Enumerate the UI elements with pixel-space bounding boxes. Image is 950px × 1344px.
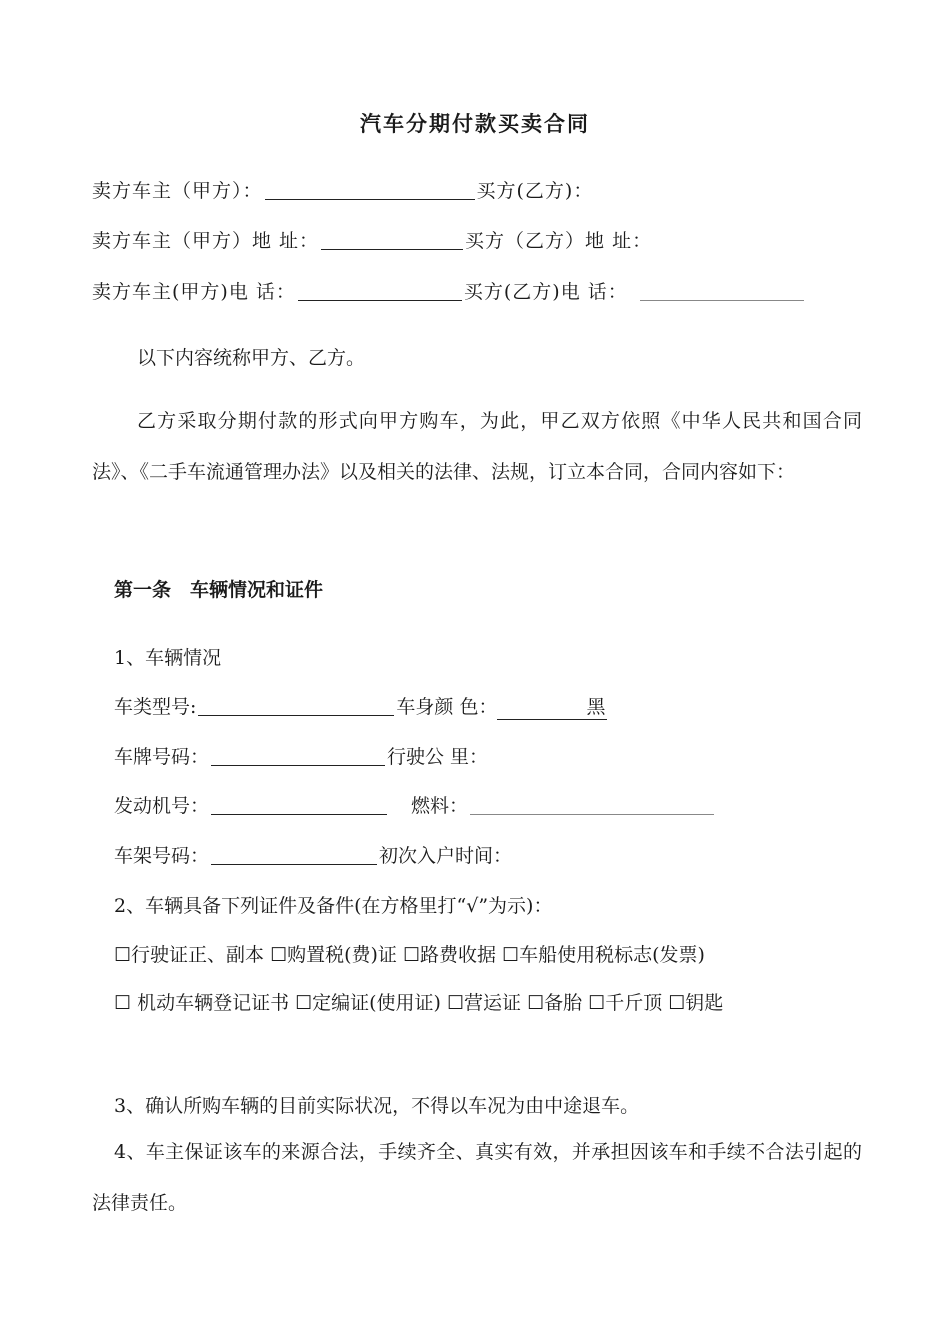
- frame-blank[interactable]: [211, 846, 377, 865]
- plate-blank[interactable]: [211, 747, 385, 766]
- buyer-label: 买方(乙方)：: [476, 180, 594, 202]
- documents-checklist-row-2[interactable]: ☐ 机动车辆登记证书 ☐定编证(使用证) ☐营运证 ☐备胎 ☐千斤顶 ☐钥匙: [114, 992, 724, 1014]
- page-title: 汽车分期付款买卖合同: [360, 112, 590, 136]
- engine-blank[interactable]: [211, 796, 387, 815]
- plate-label: 车牌号码：: [114, 746, 210, 768]
- plate-line: [114, 742, 488, 769]
- phone-line: [92, 277, 806, 304]
- documents-checklist-row-1[interactable]: ☐行驶证正、副本 ☐购置税(费)证 ☐路费收据 ☐车船使用税标志(发票): [114, 944, 705, 966]
- buyer-phone-label: 买方(乙方)电 话：: [463, 281, 628, 303]
- item-3: 3、确认所购车辆的目前实际状况，不得以车况为由中途退车。: [114, 1095, 640, 1117]
- collective-note: 以下内容统称甲方、乙方。: [137, 347, 366, 369]
- first-registration-label: 初次入户时间：: [379, 845, 513, 867]
- item-2: 2、车辆具备下列证件及备件(在方格里打“√”为示)：: [114, 895, 553, 917]
- article-1-heading: 第一条 车辆情况和证件: [114, 579, 324, 601]
- frame-line: [114, 841, 512, 868]
- vehicle-type-label: 车类型号:: [114, 696, 197, 718]
- seller-line: [92, 176, 593, 203]
- seller-label: 卖方车主（甲方）：: [92, 180, 263, 202]
- engine-line: [114, 791, 716, 818]
- purpose-paragraph: 乙方采取分期付款的形式向甲方购车，为此，甲乙双方依照《中华人民共和国合同法》、《二手车流通管理办法》以及相关的法律、法规，订立本合同，合同内容如下：: [92, 410, 862, 483]
- item-4: 4、车主保证该车的来源合法，手续齐全、真实有效，并承担因该车和手续不合法引起的法律责任。: [92, 1141, 862, 1214]
- item-1: 1、车辆情况: [114, 647, 222, 669]
- fuel-label: 燃料：: [411, 795, 469, 817]
- fuel-blank[interactable]: [470, 796, 714, 815]
- vehicle-type-blank[interactable]: [198, 697, 394, 716]
- vehicle-type-line: [114, 692, 607, 720]
- address-line: [92, 226, 652, 253]
- body-color-label: 车身颜 色：: [396, 696, 498, 718]
- body-color-value[interactable]: 黑: [497, 692, 607, 720]
- frame-label: 车架号码：: [114, 845, 210, 867]
- buyer-address-label: 买方（乙方）地 址：: [465, 230, 653, 252]
- seller-address-label: 卖方车主（甲方）地 址：: [92, 230, 320, 252]
- seller-blank[interactable]: [265, 181, 475, 200]
- seller-phone-label: 卖方车主(甲方)电 话：: [92, 281, 296, 303]
- mileage-label: 行驶公 里：: [387, 746, 489, 768]
- buyer-phone-blank[interactable]: [640, 282, 804, 301]
- engine-label: 发动机号：: [114, 795, 210, 817]
- seller-phone-blank[interactable]: [298, 282, 462, 301]
- seller-address-blank[interactable]: [321, 231, 463, 250]
